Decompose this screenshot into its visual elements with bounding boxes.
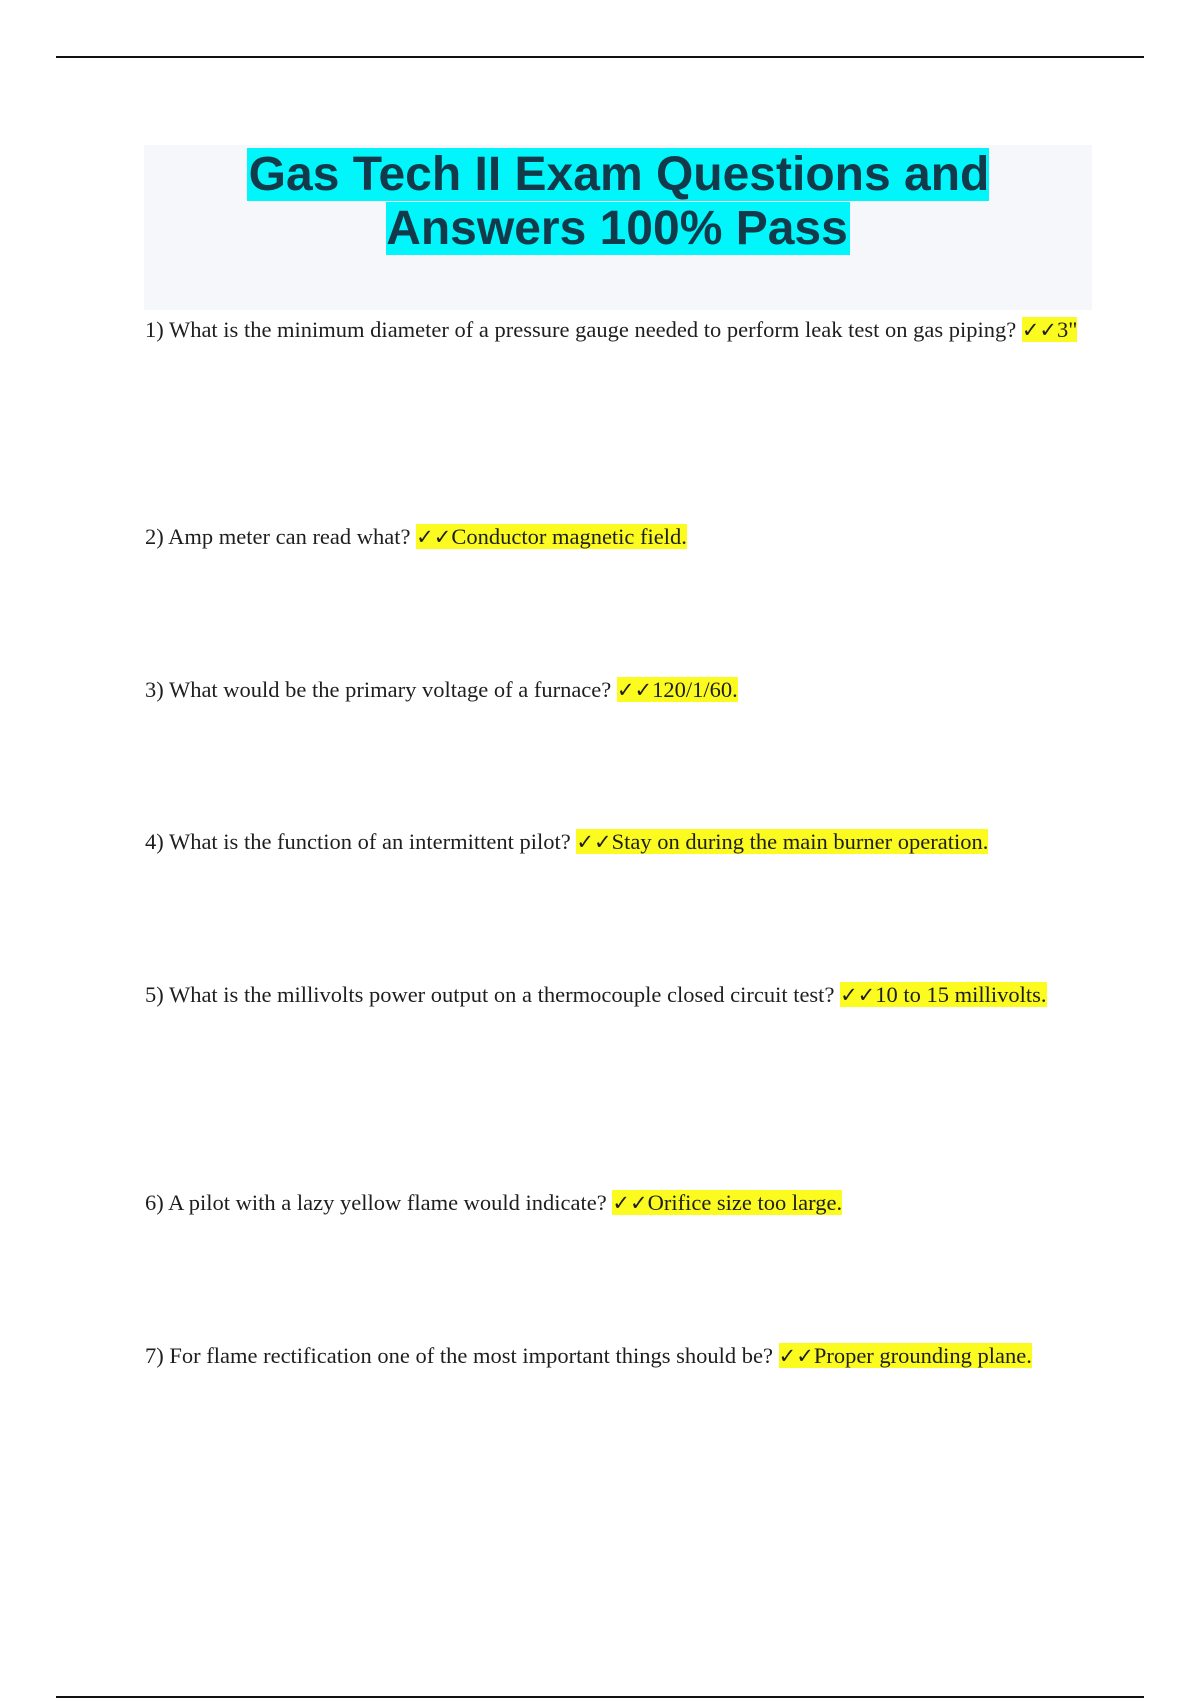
answer-highlight xyxy=(576,829,988,854)
question-item-4 xyxy=(145,812,1105,872)
answer-text: Stay on during the main burner operation. xyxy=(611,829,989,854)
answer-highlight xyxy=(1022,317,1078,342)
double-check-icon: ✓✓ xyxy=(1021,318,1058,342)
question-text: 3) What would be the primary voltage of a furnace? xyxy=(145,677,612,702)
question-text: 7) For flame rectification one of the most important things should be? xyxy=(145,1343,773,1368)
question-item-5 xyxy=(145,965,1105,1025)
answer-text: Conductor magnetic field. xyxy=(451,524,687,549)
footer-rule xyxy=(56,1696,1144,1698)
answer-text: 120/1/60. xyxy=(652,677,738,702)
answer-highlight xyxy=(416,524,687,549)
double-check-icon: ✓✓ xyxy=(612,1191,648,1215)
header-rule xyxy=(56,56,1144,58)
answer-text: 10 to 15 millivolts. xyxy=(875,982,1047,1007)
answer-text: Proper grounding plane. xyxy=(813,1343,1032,1368)
question-text: 2) Amp meter can read what? xyxy=(145,524,411,549)
question-text: 1) What is the minimum diameter of a pressure gauge needed to perform leak test on gas piping? xyxy=(145,317,1017,342)
question-item-7 xyxy=(145,1326,1105,1386)
double-check-icon: ✓✓ xyxy=(616,678,653,702)
double-check-icon: ✓✓ xyxy=(778,1344,814,1368)
answer-highlight xyxy=(779,1343,1032,1368)
question-item-6 xyxy=(145,1173,1105,1233)
answer-text: Orifice size too large. xyxy=(647,1190,843,1215)
answer-highlight xyxy=(612,1190,842,1215)
question-text: 5) What is the millivolts power output on a thermocouple closed circuit test? xyxy=(145,982,835,1007)
double-check-icon: ✓✓ xyxy=(416,525,452,549)
double-check-icon: ✓✓ xyxy=(840,983,876,1007)
question-item-1 xyxy=(145,300,1105,360)
question-item-3 xyxy=(145,660,1105,720)
double-check-icon: ✓✓ xyxy=(576,830,612,854)
title-highlight: Gas Tech II Exam Questions and Answers 100% Pass xyxy=(248,148,990,255)
question-item-2 xyxy=(145,507,1105,567)
answer-highlight xyxy=(617,677,738,702)
question-text: 6) A pilot with a lazy yellow flame would indicate? xyxy=(145,1190,607,1215)
question-text: 4) What is the function of an intermittent pilot? xyxy=(145,829,571,854)
title-block xyxy=(144,145,1092,310)
answer-text: 3" xyxy=(1057,317,1078,342)
document-title xyxy=(144,145,1092,256)
answer-highlight xyxy=(840,982,1046,1007)
